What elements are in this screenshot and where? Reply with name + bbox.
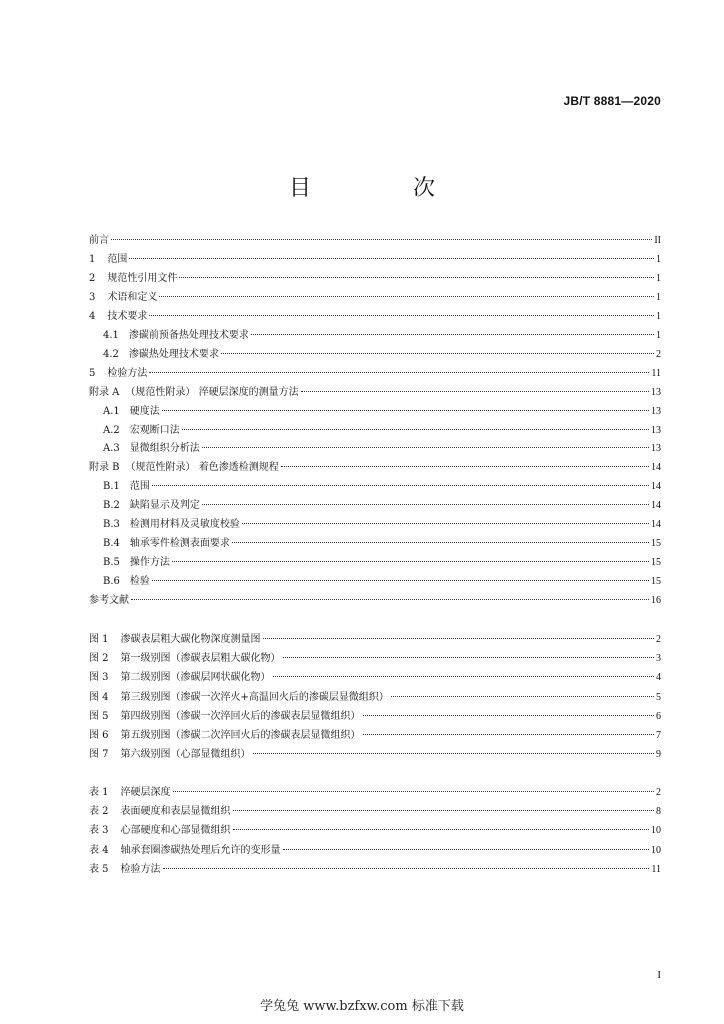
toc-entry-number: 附录 B (89, 462, 120, 474)
toc-entry-number: B.1 (103, 481, 120, 493)
toc-entry[interactable] (89, 553, 661, 572)
dot-leader (149, 315, 654, 316)
toc-entry-page: 13 (651, 424, 661, 436)
toc-entry-number: A.2 (103, 424, 120, 436)
toc-entry[interactable] (89, 591, 661, 610)
dot-leader (179, 277, 654, 278)
toc-entry-number: 4.2 (103, 348, 119, 360)
dot-leader (131, 599, 649, 600)
toc-entry-page: II (654, 235, 661, 246)
toc-entry[interactable] (89, 477, 661, 496)
toc-entry-label: 宏观断口法 (129, 424, 180, 436)
toc-entry[interactable] (89, 783, 661, 802)
page-number: I (657, 969, 661, 981)
toc-entry-label: 规范性引用文件 (107, 272, 178, 284)
toc-entry-page: 14 (651, 500, 661, 512)
toc-entry-page: 10 (651, 844, 661, 856)
dot-leader (283, 849, 649, 850)
toc-entry-page: 6 (656, 710, 661, 722)
toc-entry-number: B.3 (103, 519, 120, 531)
toc-entry-page: 1 (656, 310, 661, 322)
toc-entry[interactable] (89, 326, 661, 345)
dot-leader (232, 542, 649, 543)
toc-entry-page: 14 (651, 519, 661, 531)
toc-entry-page: 11 (651, 367, 661, 379)
dot-leader (149, 372, 649, 373)
toc-entry-page: 2 (656, 634, 661, 645)
dot-leader (173, 791, 654, 792)
toc-entry-label: 参考文献 (89, 595, 129, 607)
toc-entry[interactable] (89, 307, 661, 326)
toc-entry[interactable] (89, 250, 661, 269)
toc-entry-number: 表 5 (89, 863, 109, 875)
toc-entry-number: 图 5 (89, 710, 109, 722)
toc-entry[interactable] (89, 726, 661, 745)
toc-entry-label: 第二级别图（渗碳层网状碳化物） (120, 672, 271, 684)
dot-leader (129, 258, 654, 259)
toc-entry-label: 渗碳表层粗大碳化物深度测量图 (120, 634, 261, 645)
toc-entry[interactable] (89, 688, 661, 707)
standard-number: JB/T 8881—2020 (563, 94, 661, 108)
toc-entry-label: 检验 (129, 576, 150, 588)
toc-entry-number: 图 3 (89, 672, 109, 684)
toc-entry-number: B.6 (103, 576, 120, 588)
toc-entry-page: 8 (656, 806, 661, 818)
dot-leader (111, 239, 652, 240)
toc-entry-label: 显微组织分析法 (129, 443, 200, 455)
dot-leader (163, 868, 650, 869)
toc-entry-label: 轴承套圈渗碳热处理后允许的变形量 (120, 844, 281, 856)
toc-entry-page: 9 (656, 749, 661, 761)
dot-leader (242, 523, 649, 524)
dot-leader (391, 696, 654, 697)
toc-entry[interactable] (89, 269, 661, 288)
dot-leader (202, 504, 649, 505)
toc-entry-label: 范围 (107, 253, 128, 265)
dot-leader (233, 810, 654, 811)
toc-entry-label: 范围 (129, 481, 150, 493)
toc-entry-label: 第一级别图（渗碳表层粗大碳化物） (120, 653, 281, 665)
toc-entry-label: 术语和定义 (107, 291, 158, 303)
dot-leader (233, 829, 649, 830)
toc-entry-label: 硬度法 (129, 405, 160, 417)
toc-entry-page: 15 (651, 576, 661, 588)
toc-entry-label: 第四级别图（渗碳一次淬回火后的渗碳表层显微组织） (120, 710, 361, 722)
toc-entry-page: 1 (656, 272, 661, 284)
toc-entry-number: 表 3 (89, 825, 109, 837)
toc-entry-label: 渗碳前预备热处理技术要求 (128, 329, 249, 341)
toc-entry[interactable] (89, 821, 661, 840)
toc-entry-page: 11 (651, 863, 661, 875)
toc-entry[interactable] (89, 383, 661, 402)
toc-entry-number: 表 4 (89, 844, 109, 856)
toc-entry[interactable] (89, 439, 661, 458)
toc-entry-page: 10 (651, 825, 661, 837)
toc-entry-label: 淬硬层深度 (120, 787, 171, 798)
toc-entry[interactable] (89, 707, 661, 726)
toc-entry[interactable] (89, 458, 661, 477)
toc-entry-number: A.3 (103, 443, 120, 455)
toc-entry-page: 13 (651, 386, 661, 398)
toc-entry-number: 表 2 (89, 806, 109, 818)
toc-entry-label: 操作方法 (129, 557, 170, 569)
toc-entry-page: 14 (651, 481, 661, 493)
dot-leader (283, 657, 654, 658)
toc-entry-number: 5 (89, 367, 96, 379)
toc-entry-page: 4 (656, 672, 661, 684)
toc-entry[interactable] (89, 841, 661, 860)
dot-leader (253, 753, 654, 754)
dot-leader (263, 638, 654, 639)
dot-leader (202, 447, 649, 448)
dot-leader (152, 580, 649, 581)
toc-entry-label: 检测用材料及灵敏度校验 (129, 519, 240, 531)
dot-leader (273, 676, 654, 677)
toc-entry-number: B.4 (103, 538, 120, 550)
toc-entry-page: 14 (651, 462, 661, 474)
toc-entry-number: 图 1 (89, 634, 109, 645)
toc-entry-label: 前言 (89, 235, 109, 246)
toc-entry-label: 第三级别图（渗碳一次淬火+高温回火后的渗碳层显微组织） (120, 691, 389, 703)
dot-leader (152, 485, 649, 486)
toc-entry[interactable] (89, 421, 661, 440)
toc-entry-number: 2 (89, 272, 96, 284)
toc-entry[interactable] (89, 534, 661, 553)
toc-entry-page: 16 (651, 595, 661, 607)
toc-entry-label: 心部硬度和心部显微组织 (120, 825, 231, 837)
toc-entry-page: 1 (656, 329, 661, 341)
dot-leader (182, 429, 649, 430)
toc-entry-page: 1 (656, 291, 661, 303)
toc-entry[interactable] (89, 231, 661, 250)
toc-entry-number: 3 (89, 291, 96, 303)
dot-leader (363, 715, 654, 716)
toc-entry-label: 检验方法 (107, 367, 148, 379)
toc-entry[interactable] (89, 630, 661, 649)
dot-leader (221, 353, 654, 354)
toc-entry-label: 表面硬度和表层显微组织 (120, 806, 231, 818)
toc-entry-page: 15 (651, 557, 661, 569)
toc-entry[interactable] (89, 345, 661, 364)
toc-entry[interactable] (89, 802, 661, 821)
toc-entry[interactable] (89, 860, 661, 879)
dot-leader (251, 334, 654, 335)
toc-entry-page: 2 (656, 348, 661, 360)
dot-leader (159, 296, 654, 297)
toc-entry-page: 3 (656, 653, 661, 665)
toc-entry-page: 15 (651, 538, 661, 550)
toc-entry-number: 表 1 (89, 787, 109, 798)
toc-entry-number: 4 (89, 310, 96, 322)
toc-entry-page: 5 (656, 691, 661, 703)
toc-entry-number: 附录 A (89, 386, 120, 398)
toc-entry[interactable] (89, 745, 661, 764)
toc-entry-label: （规范性附录） 淬硬层深度的测量方法 (125, 386, 299, 398)
toc-entry-number: B.5 (103, 557, 120, 569)
toc-entry-page: 13 (651, 443, 661, 455)
toc-entry-number: 图 2 (89, 653, 109, 665)
dot-leader (162, 410, 649, 411)
toc-entry[interactable] (89, 402, 661, 421)
toc-entry-label: 渗碳热处理技术要求 (128, 348, 219, 360)
dot-leader (301, 391, 649, 392)
toc-entry-page: 13 (651, 405, 661, 417)
toc-entry[interactable] (89, 288, 661, 307)
toc-entry-number: 图 7 (89, 749, 109, 761)
toc-entry-label: 检验方法 (120, 863, 161, 875)
toc-entry-page: 7 (656, 730, 661, 741)
toc-entry-label: 第五级别图（渗碳二次淬回火后的渗碳表层显微组织） (120, 730, 361, 741)
toc-entry[interactable] (89, 515, 661, 534)
dot-leader (172, 561, 649, 562)
toc-entry-label: 技术要求 (107, 310, 148, 322)
toc-entry-number: 图 6 (89, 730, 109, 741)
toc-entry-page: 2 (656, 787, 661, 798)
toc-entry-label: （规范性附录） 着色渗透检测规程 (125, 462, 279, 474)
toc-entry-label: 缺陷显示及判定 (129, 500, 200, 512)
page-title: 目 次 (288, 176, 475, 201)
toc-entry[interactable] (89, 668, 661, 687)
toc-entry-label: 轴承零件检测表面要求 (129, 538, 230, 550)
watermark-text: 学兔兔 www.bzfxw.com 标准下载 (260, 999, 464, 1014)
toc-entry-number: A.1 (103, 405, 120, 417)
toc-entry-number: B.2 (103, 500, 120, 512)
toc-entry[interactable] (89, 364, 661, 383)
dot-leader (281, 466, 649, 467)
toc-entry-number: 4.1 (103, 329, 119, 341)
toc-entry[interactable] (89, 572, 661, 591)
toc-entry[interactable] (89, 496, 661, 515)
toc-entry[interactable] (89, 649, 661, 668)
dot-leader (363, 734, 654, 735)
toc-entry-number: 图 4 (89, 691, 109, 703)
toc-entry-label: 第六级别图（心部显微组织） (120, 749, 251, 761)
toc-entry-number: 1 (89, 253, 96, 265)
toc-entry-page: 1 (656, 253, 661, 265)
